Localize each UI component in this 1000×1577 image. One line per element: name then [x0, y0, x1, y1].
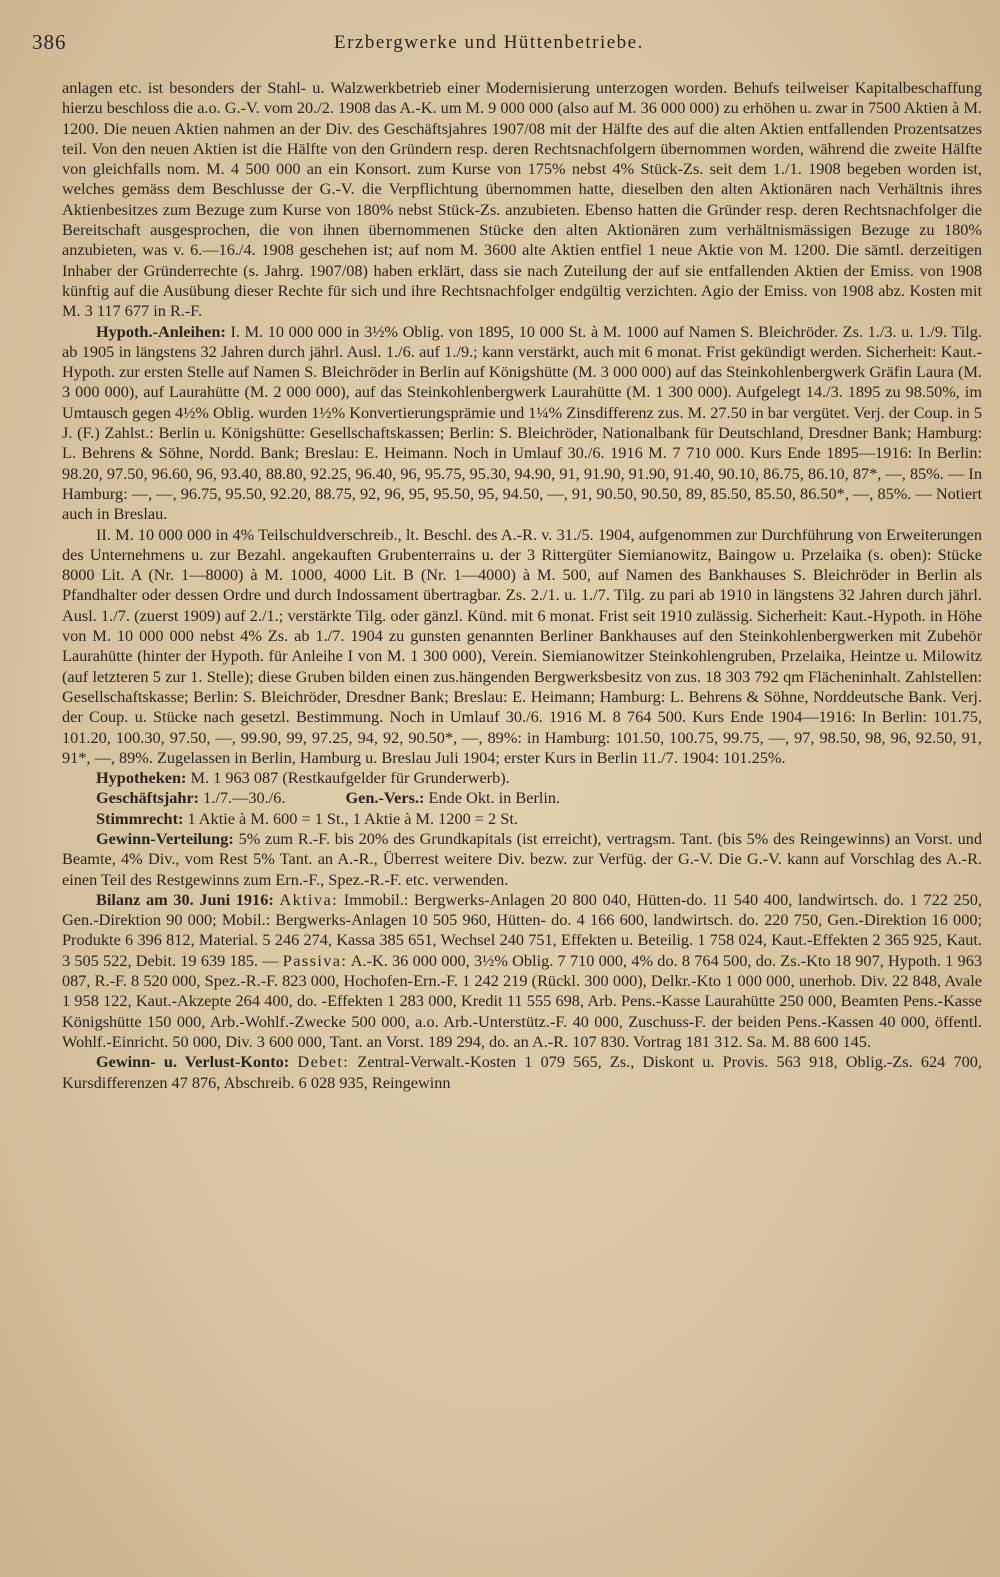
section-label-hypoth-anleihen: Hypoth.-Anleihen: [96, 321, 226, 341]
section-label-gen-vers: Gen.-Vers.: [345, 788, 425, 808]
paragraph-stimmrecht [62, 809, 982, 829]
section-label-hypotheken: Hypotheken: [96, 768, 187, 788]
paragraph-text: M. 1 963 087 (Restkaufgelder für Grunderwerb). [186, 768, 510, 788]
running-head: Erzbergwerke und Hüttenbetriebe. [334, 32, 644, 53]
paragraph-text: 1./7.—30./6. [199, 788, 286, 808]
paragraph-text: 1 Aktie à M. 600 = 1 St., 1 Aktie à M. 1200 = 2 St. [183, 808, 518, 828]
paragraph-text: 5% zum R.-F. bis 20% des Grundkapitals (ist erreicht), vertragsm. Tant. (bis 5% des Reingewinns) an Vorst. und Beamte, 4% Div., vom Rest 5% Tant. an A.-R., Überrest weitere Div. bezw. zur Verfüg. der G.-V. Die G.-V. kann auf Vorschlag des A.-R. einen Teil des Restgewinns zum Ern.-F., Spez.-R.-F. etc. verwenden. [62, 828, 982, 889]
paragraph-anleihe-ii [62, 525, 982, 769]
paragraph-gewinn-verlust-konto [62, 1052, 982, 1093]
paragraph-text: Zentral-Verwalt.-Kosten 1 079 565, Zs., Diskont u. Provis. 563 918, Oblig.-Zs. 624 700, Kursdifferenzen 47 876, Abschreib. 6 028 935, Reingewinn [62, 1052, 982, 1092]
page-header [32, 30, 982, 64]
paragraph-text: I. M. 10 000 000 in 3½% Oblig. von 1895, 10 000 St. à M. 1000 auf Namen S. Bleichröder. Zs. 1./3. u. 1./9. Tilg. ab 1905 in längstens 32 Jahren durch jährl. Ausl. 1./6. auf 1./9.; kann verstärkt, auch mit 6 monat. Frist gekündigt werden. Sicherheit: Kaut.-Hypoth. zur ersten Stelle auf Namen S. Bleichröder in Berlin auf Königshütte (M. 3 000 000) auf das Steinkohlenbergwerk Gräfin Laura (M. 3 000 000), auf Laurahütte (M. 2 000 000), auf das Steinkohlenbergwerk Laurahütte (M. 1 300 000). Aufgelegt 14./3. 1895 zu 98.50%, im Umtausch gegen 4½% Oblig. wurden 1½% Konvertierungsprämie und 1¼% Zinsdifferenz zus. M. 27.50 in bar vergütet. Verj. der Coup. in 5 J. (F.) Zahlst.: Berlin u. Königshütte: Gesellschaftskassen; Berlin: S. Bleichröder, Nationalbank für Deutschland, Dresdner Bank; Hamburg: L. Behrens & Söhne, Nordd. Bank; Breslau: E. Heimann. Noch in Umlauf 30./6. 1916 M. 7 710 000. Kurs Ende 1895—1916: In Berlin: 98.20, 97.50, 96.60, 96, 93.40, 88.80, 92.25, 96.40, 96, 95.75, 95.30, 94.90, 91, 91.90, 91.90, 91.40, 90.10, 86.75, 86.10, 87*, —, 85%. — In Hamburg: —, —, 96.75, 95.50, 92.20, 88.75, 92, 96, 95, 95.50, 95, 94.50, —, 91, 90.50, 90.50, 89, 85.50, 85.50, 86.50*, —, 85%. — Notiert auch in Breslau. [62, 321, 982, 524]
section-label-geschaeftsjahr: Geschäftsjahr: [96, 788, 200, 808]
section-label-gewinn-verteilung: Gewinn-Verteilung: [96, 828, 234, 848]
section-label-gewinn-verlust-konto: Gewinn- u. Verlust-Konto: [96, 1052, 290, 1072]
paragraph-text: Ende Okt. in Berlin. [424, 788, 561, 808]
paragraph-text: anlagen etc. ist besonders der Stahl- u. Walzwerkbetrieb einer Modernisierung unterzogen worden. Behufs teilweiser Kapitalbeschaffung hierzu beschloss die a.o. G.-V. vom 20./2. 1908 das A.-K. um M. 9 000 000 (also auf M. 36 000 000) zu erhöhen u. zwar in 7500 Aktien à M. 1200. Die neuen Aktien nahmen an der Div. des Geschäftsjahres 1907/08 mit der Hälfte des auf die alten Aktien entfallenden Prozentsatzes teil. Von den neuen Aktien ist die Hälfte von den Gründern resp. deren Rechtsnachfolgern übernommen worden, während die zweite Hälfte von gleichfalls nom. M. 4 500 000 an ein Konsort. zum Kurse von 175% nebst 4% Stück-Zs. seit dem 1./1. 1908 begeben worden ist, welches gemäss dem Beschlusse der G.-V. die Verpflichtung übernommen hatte, dieselben den alten Aktionären nach Verhältnis ihres Aktienbesitzes zum Bezuge zum Kurse von 180% nebst Stück-Zs. anzubieten. Ebenso hatten die Gründer resp. deren Rechtsnachfolger die Bereitschaft ausgesprochen, die von ihnen übernommenen Stücke den alten Aktionären zum verhältnismässigen Bezuge zu 180% anzubieten, was v. 6.—16./4. 1908 geschehen ist; auf nom M. 3600 alte Aktien entfiel 1 neue Aktie von M. 1200. Die sämtl. derzeitigen Inhaber der Gründerrechte (s. Jahrg. 1907/08) haben erklärt, dass sie nach Zuteilung der auf sie entfallenden Aktien der Emiss. von 1908 künftig auf die Ausübung dieser Rechte für sich und ihre Rechtsnachfolger endgültig verzichten. Agio der Emiss. von 1908 abz. Kosten mit M. 3 117 677 in R.-F. [62, 78, 982, 321]
aktiva-label: Aktiva: [279, 889, 339, 909]
passiva-text: A.-K. 36 000 000, 3½% Oblig. 7 710 000, 4% do. 8 764 500, do. Zs.-Kto 18 907, Hypoth. 1 963 087, R.-F. 8 520 000, Spez.-R.-F. 823 000, Hochofen-Ern.-F. 1 242 219 (Rückl. 300 000), Delkr.-Kto 1 000 000, unerhob. Div. 22 848, Avale 1 958 122, Kaut.-Akzepte 264 400, do. -Effekten 1 283 000, Kredit 11 555 698, Arb. Pens.-Kasse Laurahütte 250 000, Beamten Pens.-Kasse Königshütte 150 000, Arb.-Wohlf.-Zwecke 500 000, a.o. Arb.-Unterstütz.-F. 40 000, Zuschuss-F. der beiden Pens.-Kassen 40 000, öffentl. Wohlf.-Einricht. 50 000, Div. 3 600 000, Tant. an Vorst. 189 294, do. an A.-R. 107 830. Vortrag 181 312. Sa. M. 88 600 145. [62, 950, 982, 1051]
body-text [62, 78, 982, 1093]
paragraph-bilanz [62, 890, 982, 1052]
page-number: 386 [32, 30, 67, 54]
paragraph-hypoth-anleihen [62, 322, 982, 525]
paragraph-gewinn-verteilung [62, 829, 982, 890]
paragraph-capital-increase [62, 78, 982, 322]
paragraph-hypotheken [62, 768, 982, 788]
paragraph-geschaeftsjahr [62, 788, 982, 808]
aktiva-text: Immobil.: Bergwerks-Anlagen 20 800 040, Hütten-do. 11 540 400, landwirtsch. do. 1 722 250, Gen.-Direktion 90 000; Mobil.: Bergwerks-Anlagen 10 505 960, Hütten- do. 4 166 600, landwirtsch. do. 220 750, Gen.-Direktion 16 000; Produkte 6 396 812, Material. 5 246 274, Kassa 385 651, Wechsel 240 751, Effekten u. Beteilig. 1 758 024, Kaut.-Effekten 2 365 925, Kaut. 3 505 522, Debit. 19 639 185. — [62, 889, 982, 970]
section-label-stimmrecht: Stimmrecht: [96, 808, 184, 828]
passiva-label: Passiva: [282, 950, 348, 970]
section-label-bilanz: Bilanz am 30. Juni 1916: [96, 889, 274, 909]
paragraph-text: II. M. 10 000 000 in 4% Teilschuldverschreib., lt. Beschl. des A.-R. v. 31./5. 1904, aufgenommen zur Durchführung von Erweiterungen des Unternehmens u. zur Bezahl. angekauften Grubenterrains u. der 3 Rittergüter Siemianowitz, Baingow u. Przelaika (s. oben): Stücke 8000 Lit. A (Nr. 1—8000) à M. 1000, 4000 Lit. B (Nr. 1—4000) à M. 500, auf Namen des Bankhauses S. Bleichröder in Berlin als Pfandhalter oder dessen Ordre und durch Indossament übertragbar. Zs. 2./1. u. 1./7. Tilg. zu pari ab 1910 in längstens 32 Jahren durch jährl. Ausl. 1./7. (zuerst 1909) auf 2./1.; verstärkte Tilg. oder gänzl. Künd. mit 6 monat. Frist seit 1910 zulässig. Sicherheit: Kaut.-Hypoth. in Höhe von M. 10 000 000 nebst 4% Zs. ab 1./7. 1904 zu gunsten genannten Berliner Bankhauses auf den Steinkohlenbergwerken mit Zubehör Laurahütte (hinter der Hypoth. für Anleihe I von M. 1 300 000), Verein. Siemianowitzer Steinkohlengruben, Przelaika, Heintze u. Milowitz (auf letzteren 5 zur 1. Stelle); diese Gruben bilden einen zus.hängenden Bergwerksbesitz von zus. 18 303 792 qm Flächeninhalt. Zahlstellen: Gesellschaftskasse; Berlin: S. Bleichröder, Dresdner Bank; Breslau: E. Heimann; Hamburg: L. Behrens & Söhne, Norddeutsche Bank. Verj. der Coup. u. Stücke nach gesetzl. Bestimmung. Noch in Umlauf 30./6. 1916 M. 8 764 500. Kurs Ende 1904—1916: In Berlin: 101.75, 101.20, 100.30, 97.50, —, 99.90, 99, 97.25, 94, 92, 90.50*, —, 89%: in Hamburg: 101.50, 100.75, 99.75, —, 97, 98.50, 98, 96, 92.50, 91, 91*, —, 89%. Zugelassen in Berlin, Hamburg u. Breslau Juli 1904; erster Kurs in Berlin 11./7. 1904: 101.25%. [62, 524, 982, 767]
debet-label: Debet: [297, 1052, 350, 1072]
